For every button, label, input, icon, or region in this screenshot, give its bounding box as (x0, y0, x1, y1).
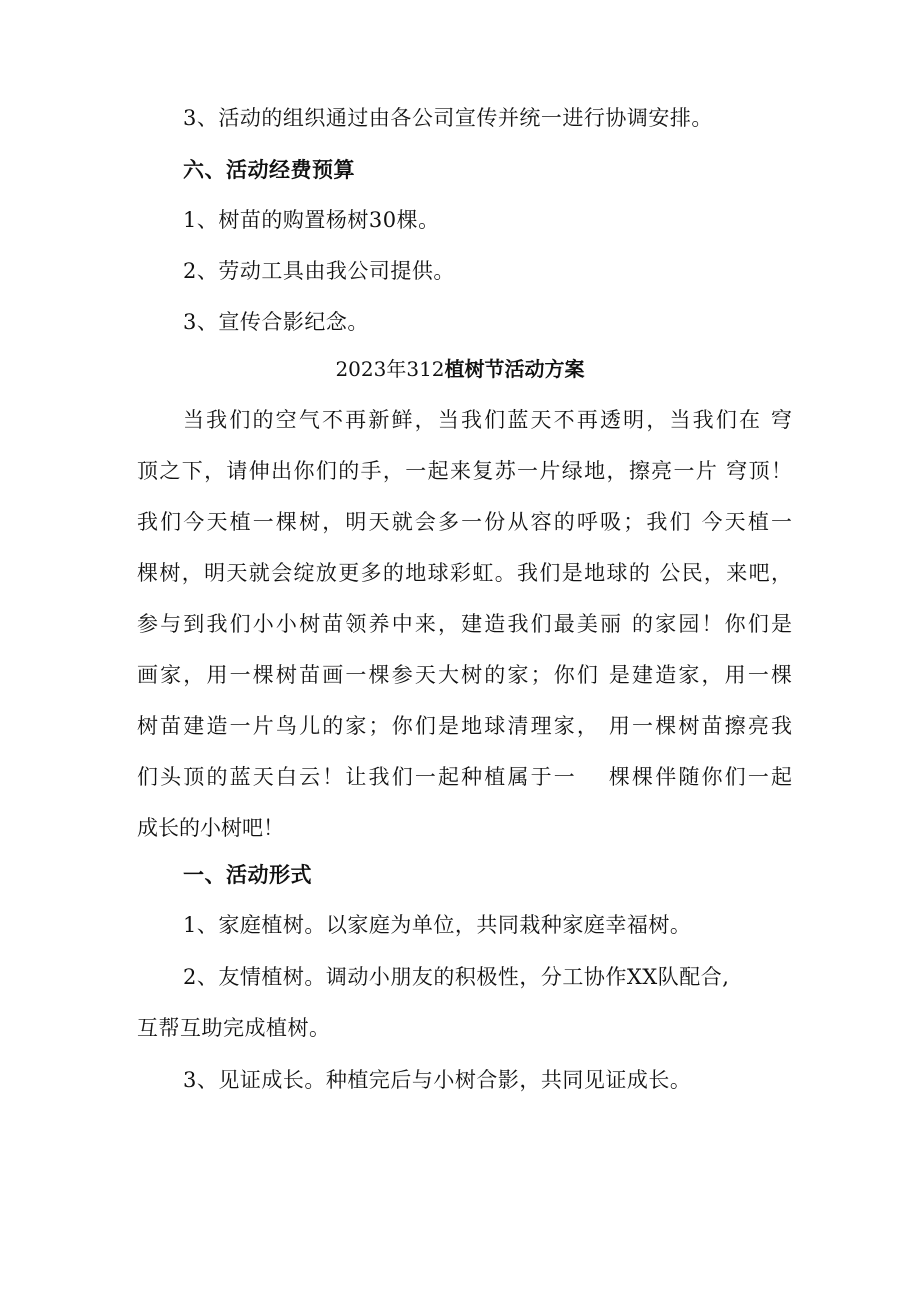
document-title (0, 354, 920, 384)
form-item-1: 1、家庭植树。以家庭为单位，共同栽种家庭幸福树。 (183, 913, 692, 937)
title-main: 植树节活动方案 (444, 357, 585, 381)
title-year: 2023年312 (335, 357, 445, 381)
intro-line: 参与到我们小小树苗领养中来，建造我们最美丽 的家园！你们是 (137, 612, 792, 636)
intro-paragraph (137, 395, 792, 854)
intro-line: 们头顶的蓝天白云！让我们一起种植属于一 棵棵伴随你们一起 (137, 765, 792, 789)
section-heading-budget: 六、活动经费预算 (183, 158, 355, 182)
budget-item-1: 1、树苗的购置杨树30棵。 (183, 208, 440, 232)
intro-line: 当我们的空气不再新鲜，当我们蓝天不再透明，当我们在 穹 (183, 408, 792, 432)
form-item-2-line-2: 互帮互助完成植树。 (137, 1016, 331, 1040)
section-heading-activity-form: 一、活动形式 (183, 863, 312, 887)
form-item-2-line-1: 2、友情植树。调动小朋友的积极性，分工协作XX队配合, (183, 965, 730, 989)
intro-line: 棵树，明天就会绽放更多的地球彩虹。我们是地球的 公民，来吧， (137, 561, 792, 585)
intro-line: 顶之下，请伸出你们的手，一起来复苏一片绿地，擦亮一片 穹顶！ (137, 459, 792, 483)
intro-line: 画家，用一棵树苗画一棵参天大树的家；你们 是建造家，用一棵 (137, 663, 792, 687)
intro-line: 树苗建造一片鸟儿的家；你们是地球清理家， 用一棵树苗擦亮我 (137, 714, 792, 738)
intro-line: 我们今天植一棵树，明天就会多一份从容的呼吸；我们 今天植一 (137, 510, 792, 534)
activity-item-3: 3、活动的组织通过由各公司宣传并统一进行协调安排。 (183, 106, 713, 130)
budget-item-2: 2、劳动工具由我公司提供。 (183, 259, 455, 283)
form-item-3: 3、见证成长。种植完后与小树合影，共同见证成长。 (183, 1068, 692, 1092)
budget-item-3: 3、宣传合影纪念。 (183, 310, 369, 334)
intro-line: 成长的小树吧！ (137, 816, 284, 840)
